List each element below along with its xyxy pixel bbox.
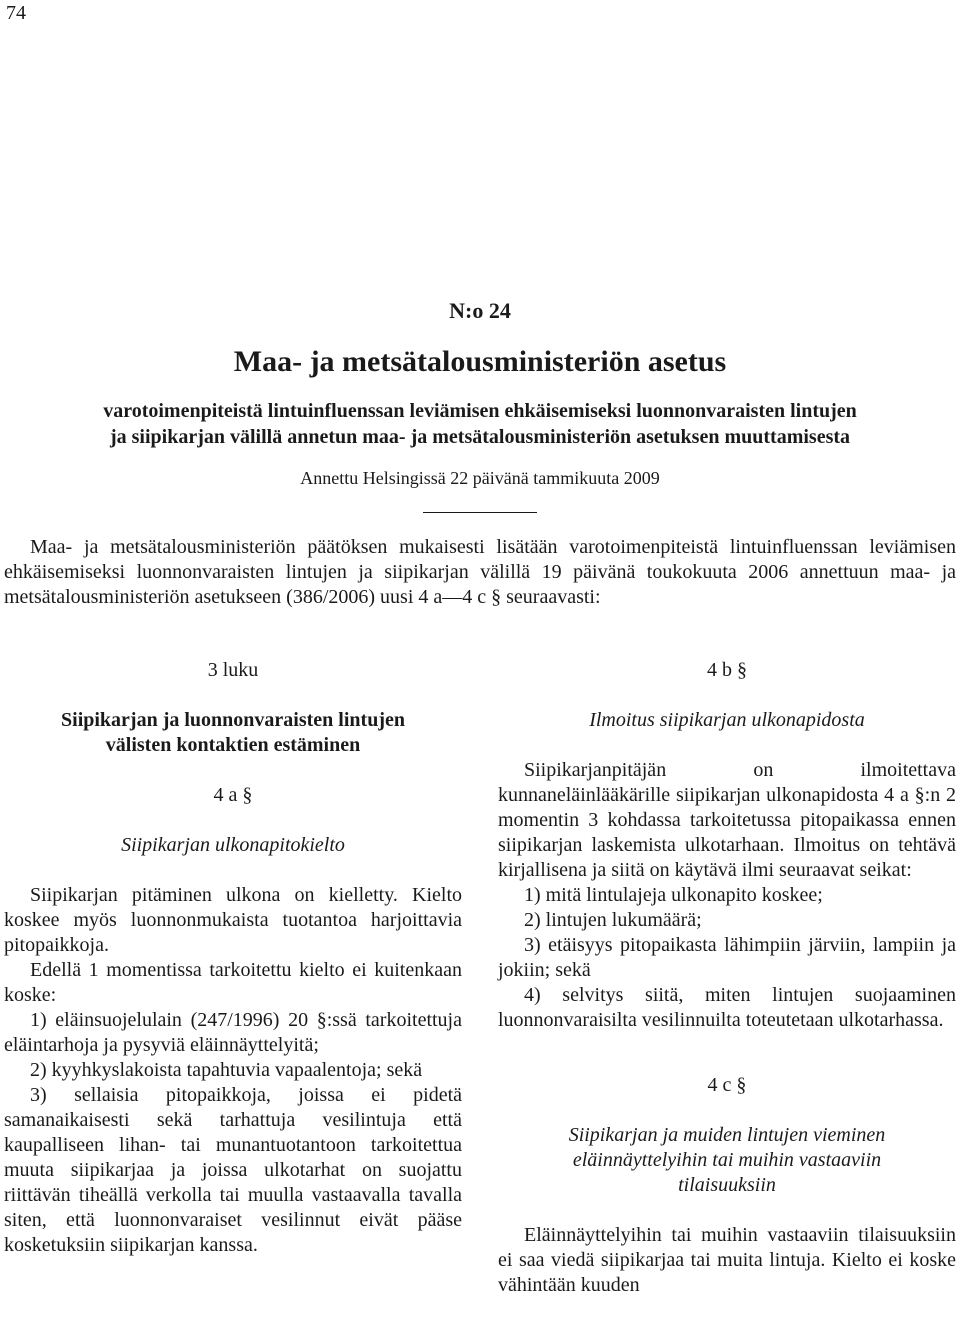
right-column <box>498 658 956 1298</box>
left-column <box>4 658 462 1258</box>
section-4a-title: Siipikarjan ulkonapitokielto <box>121 834 345 856</box>
chapter-title-line: välisten kontaktien estäminen <box>105 734 361 756</box>
chapter-title-line: Siipikarjan ja luonnonvaraisten lintujen <box>61 709 405 731</box>
section-4b-title: Ilmoitus siipikarjan ulkonapidosta <box>589 709 865 731</box>
paragraph: Eläinnäyttelyihin tai muihin vastaaviin tilaisuuksiin ei saa viedä siipikarjaa tai muita lintuja. Kielto ei koske vähintään kuuden <box>498 1224 956 1296</box>
list-item: 2) kyyhkyslakoista tapahtuvia vapaalentoja; sekä <box>30 1059 423 1081</box>
list-item: 1) mitä lintulajeja ulkonapito koskee; <box>524 884 823 906</box>
chapter-title <box>4 708 462 758</box>
divider-rule <box>423 512 537 513</box>
section-4c-title <box>498 1123 956 1198</box>
paragraph: Siipikarjanpitäjän on ilmoitettava kunnaneläinlääkärille siipikarjan ulkonapidosta 4 a §:n 2 momentin 3 kohdassa tarkoitetussa pitopaikassa ennen siipikarjan laskemista ulkotarhaan. Ilmoitus on tehtävä kirjallisena ja siitä on käytävä ilmi seuraavat seikat: <box>498 759 956 881</box>
list-item: 1) eläinsuojelulain (247/1996) 20 §:ssä tarkoitettuja eläintarhoja ja pysyviä eläinnäyttelyitä; <box>4 1009 462 1056</box>
section-4a-heading: 4 a § <box>213 784 253 806</box>
chapter-heading: 3 luku <box>207 659 259 681</box>
document-title: Maa- ja metsätalousministeriön asetus <box>233 345 727 378</box>
statute-number: N:o 24 <box>449 298 511 323</box>
intro-text: Maa- ja metsätalousministeriön päätöksen mukaisesti lisätään varotoimenpiteistä lintuinfluenssan leviämisen ehkäisemiseksi luonnonvaraisten lintujen ja siipikarjan välillä 19 päivänä toukokuuta 2006 annettuun maa- ja metsätalousministeriön asetukseen (386/2006) uusi 4 a—4 c § seuraavasti: <box>4 536 956 608</box>
list-item: 2) lintujen lukumäärä; <box>524 909 702 931</box>
section-4c-heading: 4 c § <box>707 1074 747 1096</box>
paragraph: Edellä 1 momentissa tarkoitettu kielto ei kuitenkaan koske: <box>4 959 462 1006</box>
intro-paragraph <box>4 535 956 610</box>
section-4c-title-line: Siipikarjan ja muiden lintujen vieminen <box>568 1124 886 1146</box>
list-item: 3) etäisyys pitopaikasta lähimpiin järviin, lampiin ja jokiin; sekä <box>498 934 956 981</box>
list-item: 3) sellaisia pitopaikkoja, joissa ei pidetä samanaikaisesti sekä tarhattuja vesilintuja että kaupalliseen lihan- tai munantuotantoon tarkoitettua muuta siipikarjaa ja joissa ulkotarhat on suojattu riittävän tiheällä verkolla tai muulla vastaavalla tavalla siten, että luonnonvaraiset vesilinnut eivät pääse kosketuksiin siipikarjan kanssa. <box>4 1084 462 1256</box>
given-date: Annettu Helsingissä 22 päivänä tammikuuta 2009 <box>300 468 660 488</box>
list-item: 4) selvitys siitä, miten lintujen suojaaminen luonnonvaraisilta vesilinnuilta toteutetaan ulkotarhassa. <box>498 984 956 1031</box>
section-4b-heading: 4 b § <box>707 659 747 681</box>
subtitle-line: ja siipikarjan välillä annetun maa- ja metsätalousministeriön asetuksen muuttamisesta <box>109 426 851 448</box>
document-subtitle <box>0 398 960 450</box>
page-number: 74 <box>6 2 26 24</box>
subtitle-line: varotoimenpiteistä lintuinfluenssan leviämisen ehkäisemiseksi luonnonvaraisten lintujen <box>103 400 857 422</box>
section-4c-title-line: tilaisuuksiin <box>678 1174 776 1196</box>
section-4c-title-line: eläinnäyttelyihin tai muihin vastaaviin <box>572 1149 882 1171</box>
paragraph: Siipikarjan pitäminen ulkona on kielletty. Kielto koskee myös luonnonmukaista tuotantoa harjoittavia pitopaikkoja. <box>4 884 462 956</box>
